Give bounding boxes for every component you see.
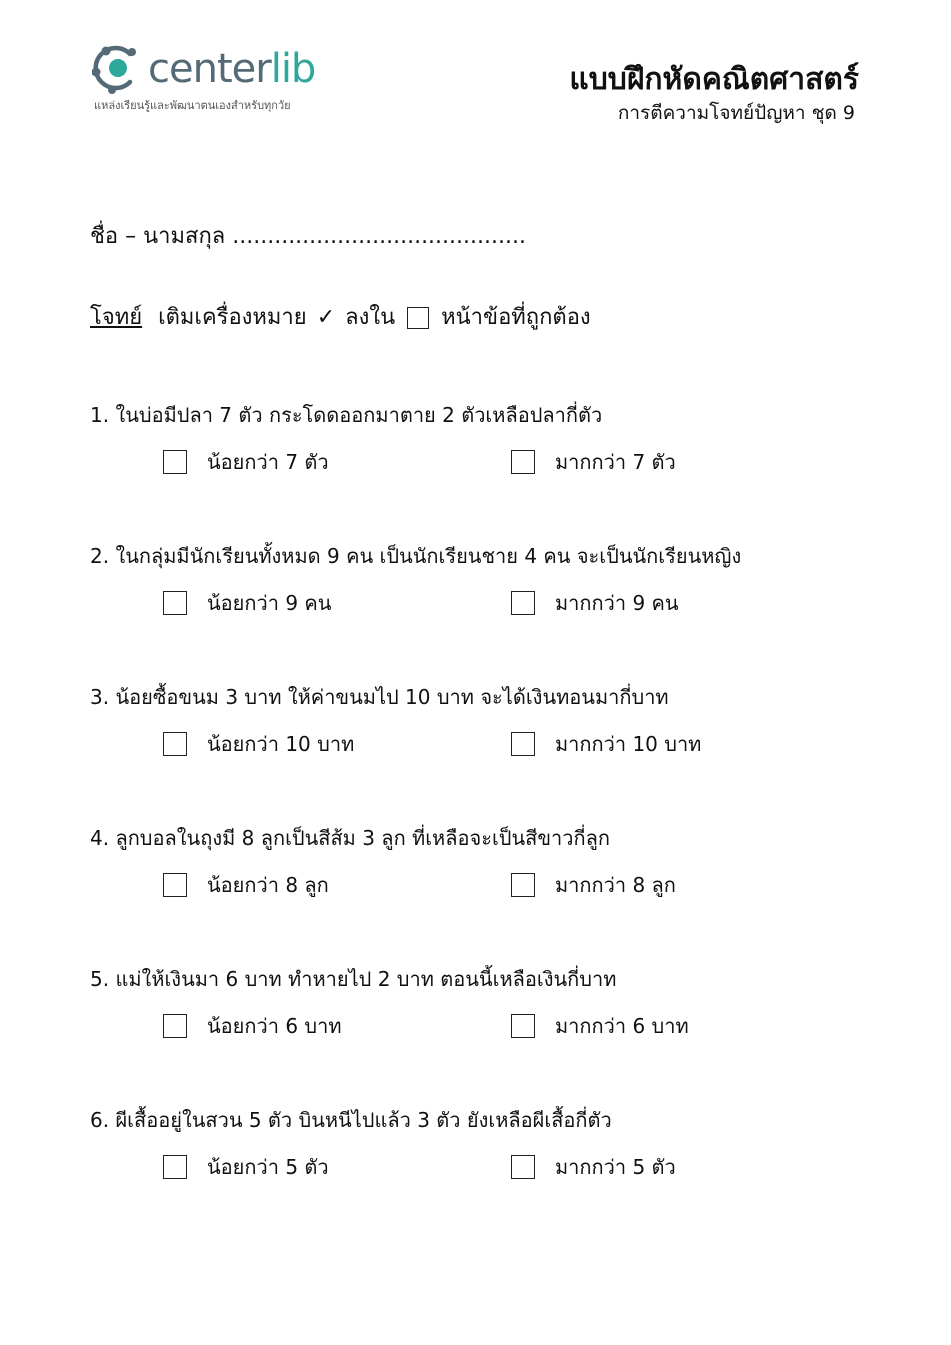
check-mark-icon: ✓	[316, 305, 336, 330]
option-less[interactable]	[163, 1013, 342, 1039]
checkbox[interactable]	[163, 1014, 187, 1038]
logo-word-main: center	[148, 46, 271, 92]
name-field[interactable]: ชื่อ – นามสกุล ..........................................	[90, 224, 526, 249]
logo-wordmark	[148, 44, 315, 94]
option-label: มากกว่า 5 ตัว	[555, 1155, 676, 1179]
instruction-text-after: หน้าข้อที่ถูกต้อง	[441, 305, 591, 330]
question-text: 2. ในกลุ่มมีนักเรียนทั้งหมด 9 คน เป็นนักเรียนชาย 4 คน จะเป็นนักเรียนหญิง	[90, 544, 742, 568]
option-label: มากกว่า 10 บาท	[555, 732, 702, 756]
question-2	[90, 542, 910, 615]
option-label: น้อยกว่า 6 บาท	[207, 1014, 342, 1038]
option-more[interactable]	[511, 872, 676, 898]
checkbox[interactable]	[511, 732, 535, 756]
checkbox[interactable]	[163, 1155, 187, 1179]
checkbox[interactable]	[511, 591, 535, 615]
checkbox[interactable]	[163, 873, 187, 897]
question-6	[90, 1106, 910, 1179]
option-label: น้อยกว่า 9 คน	[207, 591, 332, 615]
question-text: 6. ผีเสื้ออยู่ในสวน 5 ตัว บินหนีไปแล้ว 3 ตัว ยังเหลือผีเสื้อกี่ตัว	[90, 1108, 612, 1132]
question-text: 4. ลูกบอลในถุงมี 8 ลูกเป็นสีส้ม 3 ลูก ที่เหลือจะเป็นสีขาวกี่ลูก	[90, 826, 610, 850]
question-3	[90, 683, 910, 756]
option-less[interactable]	[163, 449, 329, 475]
checkbox[interactable]	[511, 873, 535, 897]
checkbox[interactable]	[511, 1014, 535, 1038]
example-checkbox-icon	[407, 307, 429, 329]
option-more[interactable]	[511, 590, 679, 616]
question-1	[90, 401, 910, 474]
option-less[interactable]	[163, 590, 331, 616]
logo	[92, 40, 352, 120]
option-label: มากกว่า 8 ลูก	[555, 873, 676, 897]
question-text: 5. แม่ให้เงินมา 6 บาท ทำหายไป 2 บาท ตอนนี้เหลือเงินกี่บาท	[90, 967, 617, 991]
question-text: 1. ในบ่อมีปลา 7 ตัว กระโดดออกมาตาย 2 ตัวเหลือปลากี่ตัว	[90, 403, 603, 427]
option-label: มากกว่า 9 คน	[555, 591, 679, 615]
option-label: มากกว่า 6 บาท	[555, 1014, 689, 1038]
logo-mark-icon	[92, 42, 144, 94]
checkbox[interactable]	[163, 732, 187, 756]
instruction-text-middle: ลงใน	[345, 305, 396, 330]
checkbox[interactable]	[511, 1155, 535, 1179]
instruction-label: โจทย์	[90, 305, 143, 330]
option-more[interactable]	[511, 1154, 676, 1180]
logo-tagline: แหล่งเรียนรู้และพัฒนาตนเองสำหรับทุกวัย	[94, 99, 291, 112]
worksheet-subtitle: การตีความโจทย์ปัญหา ชุด 9	[617, 102, 855, 124]
checkbox[interactable]	[163, 450, 187, 474]
option-less[interactable]	[163, 872, 329, 898]
option-label: มากกว่า 7 ตัว	[555, 450, 676, 474]
question-text: 3. น้อยซื้อขนม 3 บาท ให้ค่าขนมไป 10 บาท จะได้เงินทอนมากี่บาท	[90, 685, 669, 709]
instruction-text-before: เติมเครื่องหมาย	[158, 305, 307, 330]
worksheet-title: แบบฝึกหัดคณิตศาสตร์	[569, 62, 859, 97]
checkbox[interactable]	[511, 450, 535, 474]
option-less[interactable]	[163, 1154, 329, 1180]
option-label: น้อยกว่า 7 ตัว	[207, 450, 329, 474]
question-5	[90, 965, 910, 1038]
option-label: น้อยกว่า 5 ตัว	[207, 1155, 329, 1179]
option-more[interactable]	[511, 731, 701, 757]
instruction	[90, 302, 591, 334]
option-label: น้อยกว่า 8 ลูก	[207, 873, 329, 897]
question-4	[90, 824, 910, 897]
checkbox[interactable]	[163, 591, 187, 615]
option-less[interactable]	[163, 731, 354, 757]
option-more[interactable]	[511, 449, 676, 475]
option-label: น้อยกว่า 10 บาท	[207, 732, 355, 756]
option-more[interactable]	[511, 1013, 689, 1039]
logo-word-accent: lib	[270, 46, 316, 92]
